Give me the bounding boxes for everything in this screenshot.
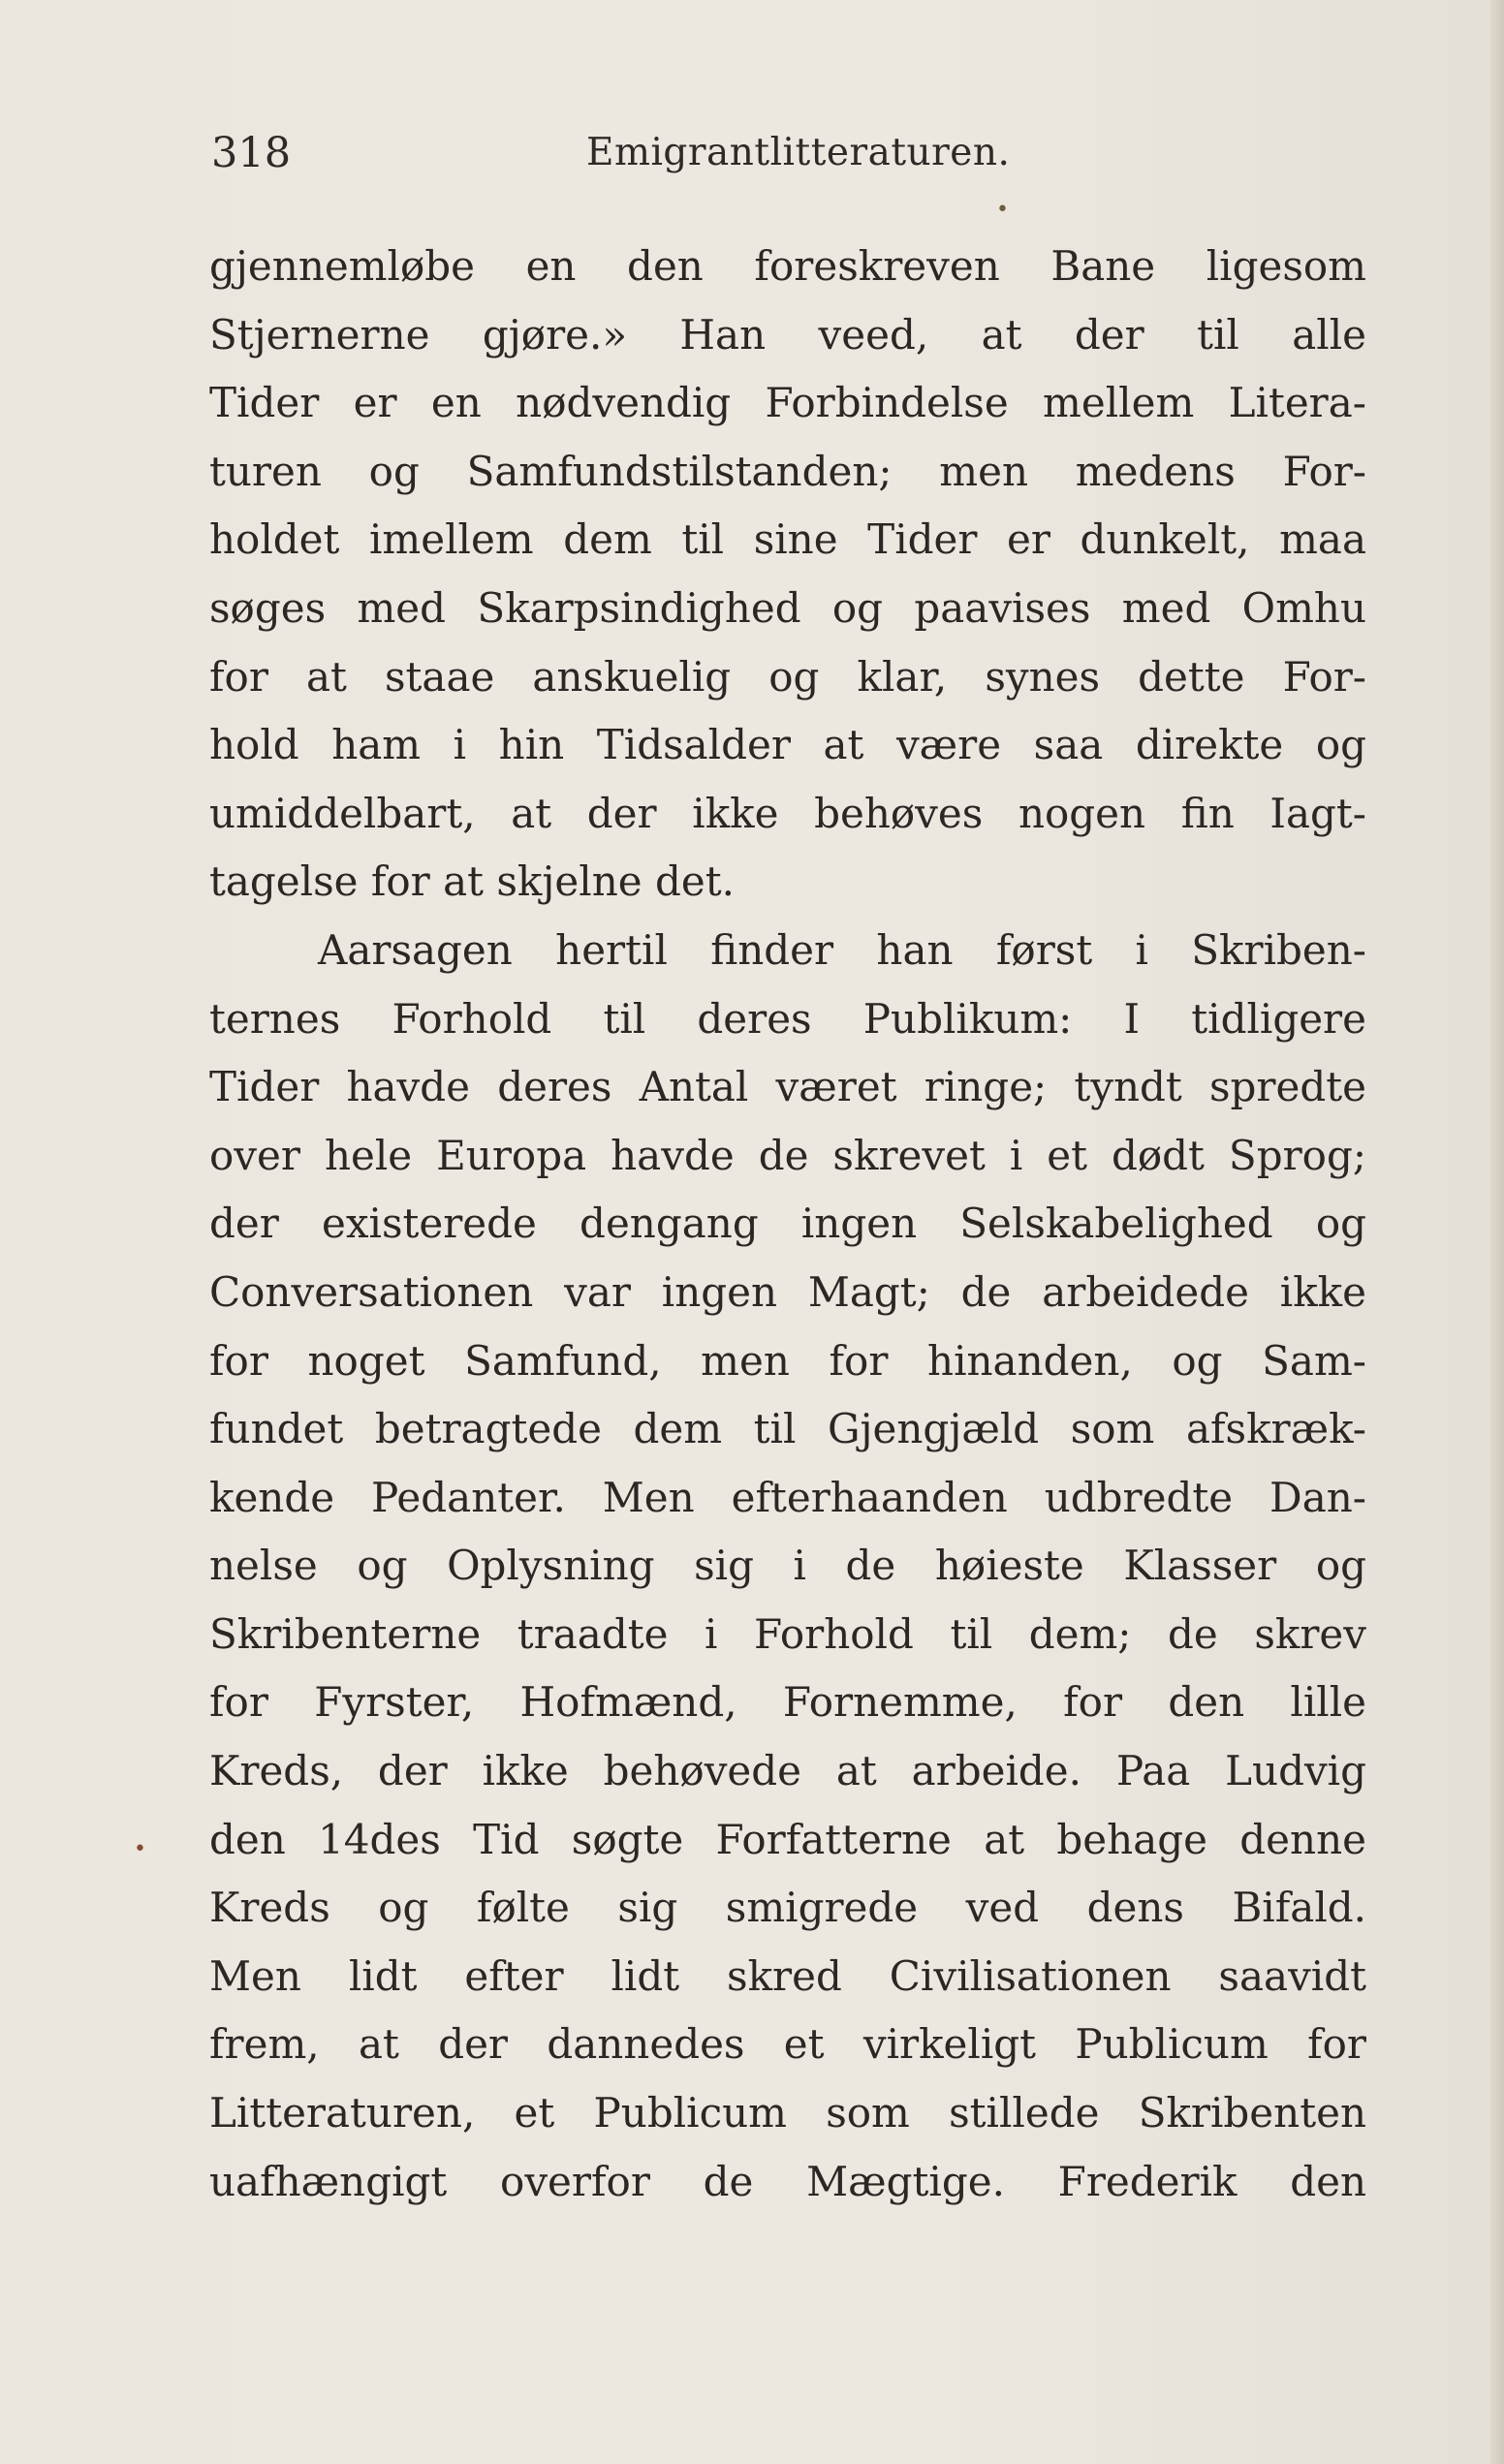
text-line: for Fyrster, Hofmænd, Fornemme, for den lille (209, 1678, 1366, 1727)
text-line: Conversationen var ingen Magt; de arbeidede ikke (209, 1267, 1366, 1316)
text-line: kende Pedanter. Men efterhaanden udbredte Dan- (209, 1473, 1366, 1521)
text-line: Kreds og følte sig smigrede ved dens Bifald. (209, 1884, 1366, 1932)
text-line: Men lidt efter lidt skred Civilisationen saavidt (209, 1951, 1366, 2000)
text-line: Stjernerne gjøre.» Han veed, at der til alle (209, 310, 1366, 359)
text-line: for noget Samfund, men for hinanden, og Sam- (209, 1336, 1366, 1385)
text-line: Kreds, der ikke behøvede at arbeide. Paa Ludvig (209, 1747, 1366, 1795)
text-line: hold ham i hin Tidsalder at være saa direkte og (209, 721, 1366, 769)
text-line: turen og Samfundstilstanden; men medens For- (209, 447, 1366, 495)
text-line: søges med Skarpsindighed og paavises med Omhu (209, 583, 1366, 632)
ink-dot: • (996, 198, 1009, 222)
page-edge (1490, 0, 1504, 2464)
text-line: tagelse for at skjelne det. (209, 858, 735, 906)
text-line: Tider havde deres Antal været ringe; tyndt spredte (209, 1063, 1366, 1111)
text-line: Tider er en nødvendig Forbindelse mellem Litera- (209, 379, 1366, 427)
text-line: Skribenterne traadte i Forhold til dem; de skrev (209, 1609, 1366, 1658)
running-title: Emigrantlitteraturen. (586, 131, 1011, 174)
text-line: gjennemløbe en den foreskreven Bane ligesom (209, 242, 1366, 290)
text-line: frem, at der dannedes et virkeligt Publicum for (209, 2020, 1366, 2069)
body-text (209, 233, 1366, 2216)
page-number: 318 (211, 129, 292, 177)
text-line: nelse og Oplysning sig i de høieste Klasser og (209, 1542, 1366, 1590)
text-line: holdet imellem dem til sine Tider er dunkelt, maa (209, 515, 1366, 564)
paragraph-start-line: Aarsagen hertil finder han først i Skriben- (318, 925, 1366, 974)
text-line: der existerede dengang ingen Selskabelighed og (209, 1200, 1366, 1248)
text-line: uafhængigt overfor de Mægtige. Frederik den (209, 2157, 1366, 2205)
text-line: den 14des Tid søgte Forfatterne at behage denne (209, 1815, 1366, 1863)
text-line: ternes Forhold til deres Publikum: I tidligere (209, 994, 1366, 1043)
margin-mark: • (134, 1837, 146, 1861)
text-line: umiddelbart, at der ikke behøves nogen fin Iagt- (209, 789, 1366, 837)
text-line: for at staae anskuelig og klar, synes dette For- (209, 652, 1366, 701)
page-header (211, 124, 1364, 182)
text-line: fundet betragtede dem til Gjengjæld som afskræk- (209, 1405, 1366, 1453)
text-line: Litteraturen, et Publicum som stillede Skribenten (209, 2089, 1366, 2137)
text-line: over hele Europa havde de skrevet i et dødt Sprog; (209, 1131, 1366, 1179)
